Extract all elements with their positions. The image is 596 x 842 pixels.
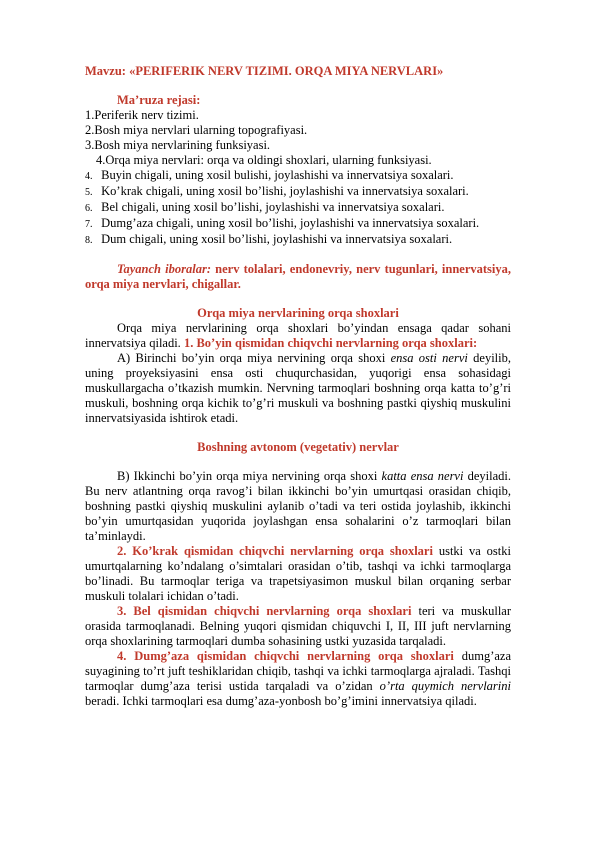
plan-item: 7. Dumg’aza chigali, uning xosil bo’lishi, joylashishi va innervatsiya soxalari. xyxy=(85,216,480,230)
plan-item: 2.Bosh miya nervlari ularning topografiyasi. xyxy=(85,123,308,137)
paragraph: 2. Ko’krak qismidan chiqvchi nervlarning orqa shoxlari ustki va ostki umurtqalarning ko’ndalang o’simtalari orasidan o’tib, tashqi va ichki tarmoqlarga bo’linadi. Bu tarmoqlar teriga va trapetsiyasimon muskul bilan orqaning serbar muskuli tolalari ichidan o’tadi. xyxy=(85,544,511,603)
plan-item: 8. Dum chigali, uning xosil bo’lishi, joylashishi va innervatsiya soxalari. xyxy=(85,232,453,246)
plan-item: 5. Ko’krak chigali, uning xosil bo’lishi, joylashishi va innervatsiya soxalari. xyxy=(85,184,469,198)
section-heading: Orqa miya nervlarining orqa shoxlari xyxy=(197,306,399,320)
plan-item: 4.Orqa miya nervlari: orqa va oldingi shoxlari, ularning funksiyasi. xyxy=(96,153,432,167)
plan-item: 6. Bel chigali, uning xosil bo’lishi, joylashishi va innervatsiya soxalari. xyxy=(85,200,445,214)
plan-item: 3.Bosh miya nervlarining funksiyasi. xyxy=(85,138,271,152)
plan-list xyxy=(85,108,511,248)
paragraph: Orqa miya nervlarining orqa shoxlari bo’yindan ensaga qadar sohani innervatsiya qiladi. 1. Bo’yin qismidan chiqvchi nervlarning orqa shoxlari: xyxy=(85,321,511,350)
paragraph: B) Ikkinchi bo’yin orqa miya nervining orqa shoxi katta ensa nervi deyiladi. Bu nerv atlantning orqa ravog’i bilan ikkinchi bo’yin umurtqasi orasidan chiqib, boshning pastki qiyshiq muskulini aylanib o’tadi va teri ostida joylashib, ikkinchi bo’yin umurtqasidan yuqorida joylashgan ensa sohalarini o’z tarmoqlari bilan ta’minlaydi. xyxy=(85,469,512,543)
document-body xyxy=(85,64,511,709)
paragraph: 4. Dumg’aza qismidan chiqvchi nervlarning orqa shoxlari dumg’aza suyagining to’rt juft teshiklaridan chiqib, tashqi va ichki tarmoqlarga ajraladi. Tashqi tarmoqlar dumg’aza terisi ustida tarqaladi va o’zidan o’rta quymich nervlarini beradi. Ichki tarmoqlari esa dumg’aza-yonbosh bo’g’imini innervatsiya qiladi. xyxy=(85,649,512,708)
paragraph: 3. Bel qismidan chiqvchi nervlarning orqa shoxlari teri va muskullar orasida tarmoqlanadi. Belning yuqori qismidan chiquvchi I, II, III juft nervlarning orqa shoxlarining tarmoqlari dumba sohasining ustki yuzasida tarqaladi. xyxy=(85,604,512,648)
keywords-text: nerv tolalari, endonevriy, nerv tugunlari, innervatsiya, orqa miya nervlari, chigallar. xyxy=(85,262,511,291)
plan-item: 1.Periferik nerv tizimi. xyxy=(85,108,199,122)
document-title: Mavzu: «PERIFERIK NERV TIZIMI. ORQA MIYA NERVLARI» xyxy=(85,64,444,78)
plan-heading: Ma’ruza rejasi: xyxy=(117,93,201,107)
section-heading: Boshning avtonom (vegetativ) nervlar xyxy=(197,440,399,454)
paragraph: A) Birinchi bo’yin orqa miya nervining orqa shoxi ensa osti nervi deyilib, uning proyeksiyasini ensa osti chuqurchasidan, yuqorigi ensa sohasidagi muskullargacha o’tkazish mumkin. Nervning tarmoqlari boshning orqa katta to’g’ri muskuli, boshning orqa kichik to’g’ri muskuli va boshning pastki qiyshiq muskulini innervatsiyasida ishtirok etadi. xyxy=(85,351,511,425)
keywords-paragraph xyxy=(85,262,511,292)
keywords-label: Tayanch iboralar: xyxy=(117,262,211,276)
plan-item: 4. Buyin chigali, uning xosil bulishi, joylashishi va innervatsiya soxalari. xyxy=(85,168,454,182)
